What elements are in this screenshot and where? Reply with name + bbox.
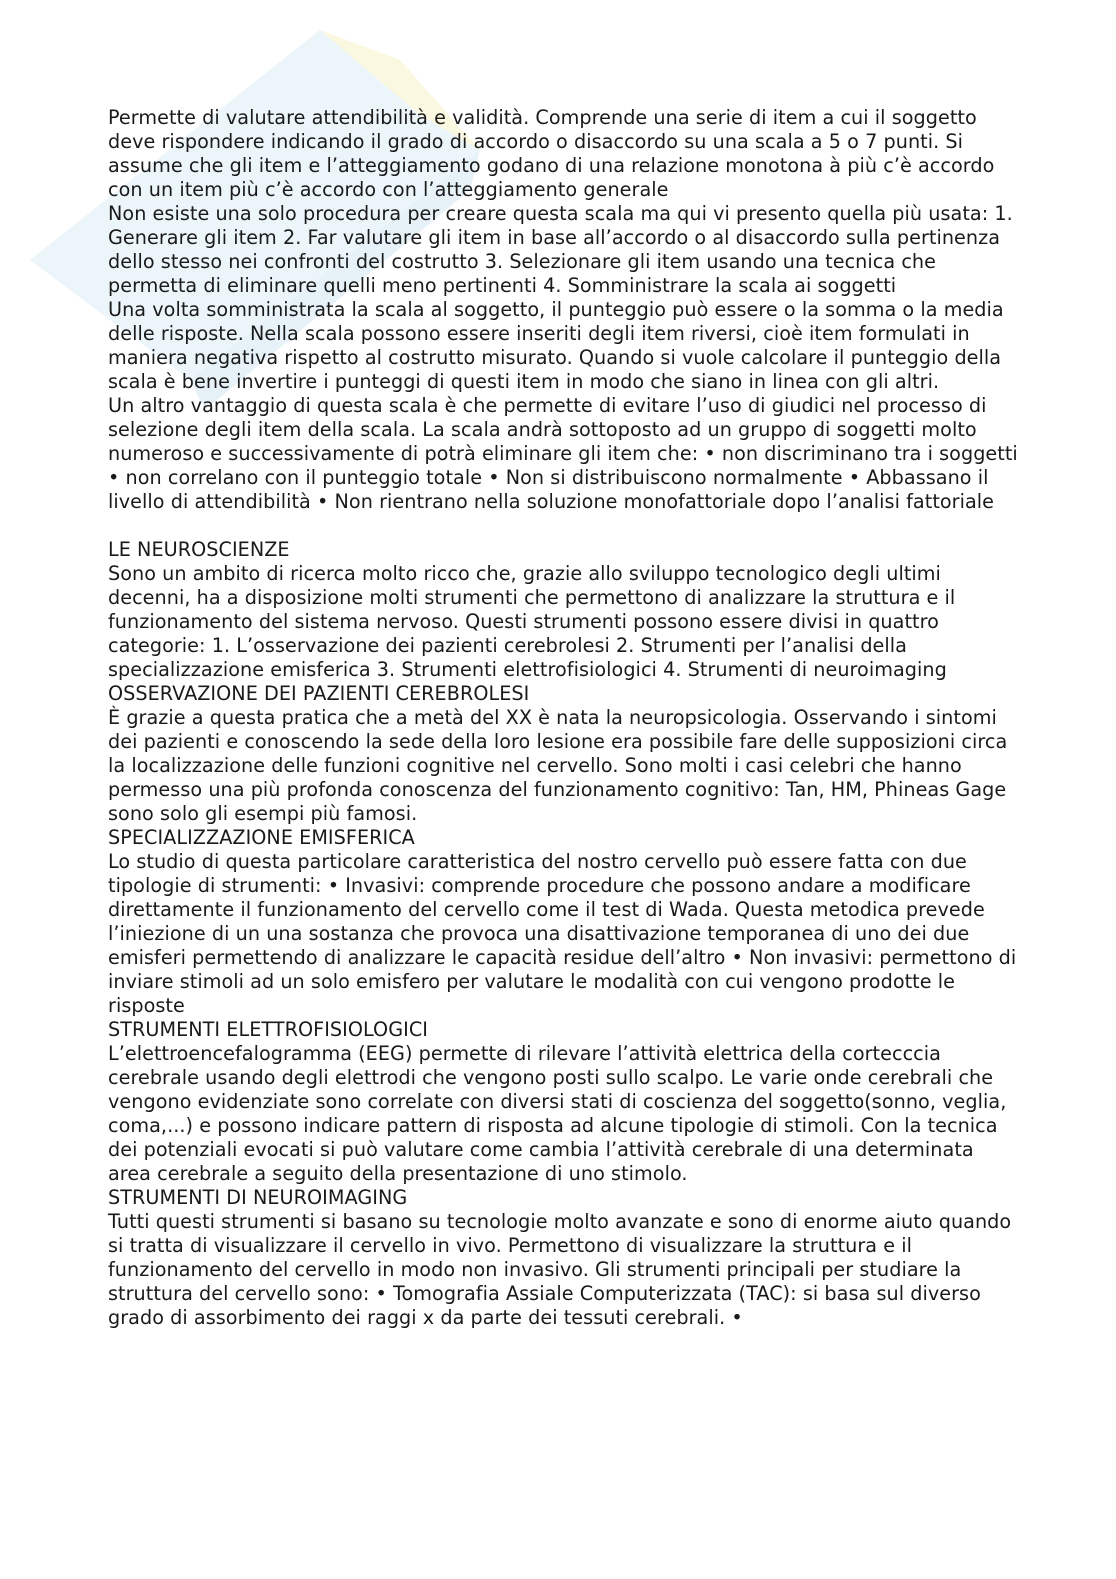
paragraph: L’elettroencefalogramma (EEG) permette di rilevare l’attività elettrica della cortecccia cerebrale usando degli elettrodi che vengono posti sullo scalpo. Le varie onde cerebrali che vengono evidenziate sono correlate con diversi stati di coscienza del soggetto(sonno, veglia, coma,...) e possono indicare pattern di risposta ad alcune tipologie di stimoli. Con la tecnica dei potenziali evocati si può valutare come cambia l’attività cerebrale di una determinata area cerebrale a seguito della presentazione di uno stimolo. — [108, 1042, 1007, 1185]
section-heading: STRUMENTI DI NEUROIMAGING — [108, 1186, 408, 1209]
paragraph: Un altro vantaggio di questa scala è che permette di evitare l’uso di giudici nel processo di selezione degli item della scala. La scala andrà sottoposto ad un gruppo di soggetti molto numeroso e successivamente di potrà eliminare gli item che: • non discriminano tra i soggetti • non correlano con il punteggio totale • Non si distribuiscono normalmente • Abbassano il livello di attendibilità • Non rientrano nella soluzione monofattoriale dopo l’analisi fattoriale — [108, 394, 1018, 513]
paragraph: Non esiste una solo procedura per creare questa scala ma qui vi presento quella più usata: 1. Generare gli item 2. Far valutare gli item in base all’accordo o al disaccordo sulla pertinenza dello stesso nei confronti del costrutto 3. Selezionare gli item usando una tecnica che permetta di eliminare quelli meno pertinenti 4. Somministrare la scala ai soggetti — [108, 202, 1013, 297]
section-heading: LE NEUROSCIENZE — [108, 538, 290, 561]
paragraph: Una volta somministrata la scala al soggetto, il punteggio può essere o la somma o la media delle risposte. Nella scala possono essere inseriti degli item riversi, cioè item formulati in maniera negativa rispetto al costrutto misurato. Quando si vuole calcolare il punteggio della scala è bene invertire i punteggi di questi item in modo che siano in linea con gli altri. — [108, 298, 1004, 393]
section-heading: OSSERVAZIONE DEI PAZIENTI CEREBROLESI — [108, 682, 530, 705]
paragraph: Permette di valutare attendibilità e validità. Comprende una serie di item a cui il soggetto deve rispondere indicando il grado di accordo o disaccordo su una scala a 5 o 7 punti. Si assume che gli item e l’atteggiamento godano di una relazione monotona à più c’è accordo con un item più c’è accordo con l’atteggiamento generale — [108, 106, 995, 201]
section-heading: STRUMENTI ELETTROFISIOLOGICI — [108, 1018, 428, 1041]
section-heading: SPECIALIZZAZIONE EMISFERICA — [108, 826, 415, 849]
paragraph: Sono un ambito di ricerca molto ricco che, grazie allo sviluppo tecnologico degli ultimi decenni, ha a disposizione molti strumenti che permettono di analizzare la struttura e il funzionamento del sistema nervoso. Questi strumenti possono essere divisi in quattro categorie: 1. L’osservazione dei pazienti cerebrolesi 2. Strumenti per l’analisi della specializzazione emisferica 3. Strumenti elettrofisiologici 4. Strumenti di neuroimaging — [108, 562, 956, 681]
blank-line — [108, 514, 1018, 538]
paragraph: È grazie a questa pratica che a metà del XX è nata la neuropsicologia. Osservando i sintomi dei pazienti e conoscendo la sede della loro lesione era possibile fare delle supposizioni circa la localizzazione delle funzioni cognitive nel cervello. Sono molti i casi celebri che hanno permesso una più profonda conoscenza del funzionamento cognitivo: Tan, HM, Phineas Gage sono solo gli esempi più famosi. — [108, 706, 1008, 825]
paragraph: Tutti questi strumenti si basano su tecnologie molto avanzate e sono di enorme aiuto quando si tratta di visualizzare il cervello in vivo. Permettono di visualizzare la struttura e il funzionamento del cervello in modo non invasivo. Gli strumenti principali per studiare la struttura del cervello sono: • Tomografia Assiale Computerizzata (TAC): si basa sul diverso grado di assorbimento dei raggi x da parte dei tessuti cerebrali. • — [108, 1210, 1012, 1329]
paragraph: Lo studio di questa particolare caratteristica del nostro cervello può essere fatta con due tipologie di strumenti: • Invasivi: comprende procedure che possono andare a modificare direttamente il funzionamento del cervello come il test di Wada. Questa metodica prevede l’iniezione di un una sostanza che provoca una disattivazione temporanea di uno dei due emisferi permettendo di analizzare le capacità residue dell’altro • Non invasivi: permettono di inviare stimoli ad un solo emisfero per valutare le modalità con cui vengono prodotte le risposte — [108, 850, 1017, 1017]
document-body — [108, 106, 1018, 1330]
